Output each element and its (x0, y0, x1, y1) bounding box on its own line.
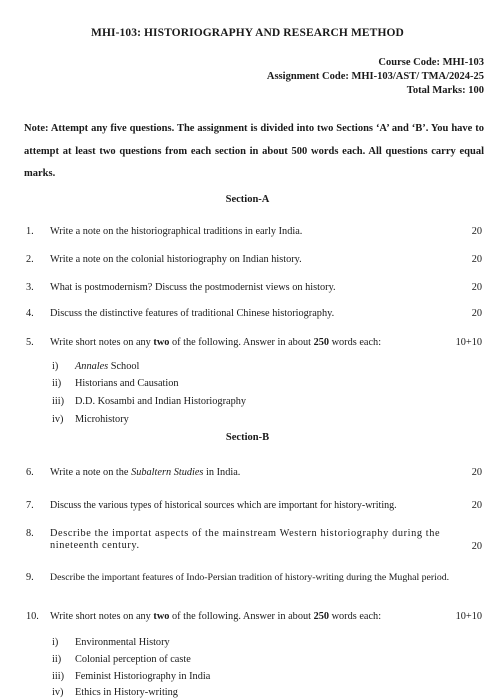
question-marks: 20 (471, 500, 482, 511)
question-number: 1. (26, 226, 34, 237)
question-number: 10. (26, 611, 39, 622)
question-number: 7. (26, 500, 34, 511)
subitem-number: ii) (52, 378, 62, 389)
question-number: 4. (26, 308, 34, 319)
question-number: 8. (26, 528, 34, 539)
course-code: Course Code: MHI-103 (378, 57, 484, 68)
subitem-number: iii) (52, 671, 65, 682)
subitem-text: Colonial perception of caste (75, 654, 191, 665)
question-text: Write a note on the colonial historiography on Indian history. (50, 254, 302, 265)
question-number: 3. (26, 282, 34, 293)
subitem-number: iii) (52, 396, 65, 407)
subitem-number: ii) (52, 654, 62, 665)
question-text: Write short notes on any two of the following. Answer in about 250 words each: (50, 611, 382, 622)
question-marks: 20 (471, 541, 482, 552)
subitem-text: Ethics in History-writing (75, 687, 178, 698)
subitem-text: D.D. Kosambi and Indian Historiography (75, 396, 247, 407)
section-b-heading: Section-B (225, 432, 270, 443)
subitem-text: Feminist Historiography in India (75, 671, 211, 682)
subitem-text: Environmental History (75, 637, 170, 648)
question-marks: 10+10 (455, 337, 482, 348)
page-title: MHI-103: HISTORIOGRAPHY AND RESEARCH METHOD (91, 27, 404, 39)
subitem-number: iv) (52, 414, 64, 425)
question-marks: 20 (471, 226, 482, 237)
instructions-note: Note: Attempt any five questions. The assignment is divided into two Sections ‘A’ and ‘B’. You have to attempt at least two questions from each section in about 500 words each. All questions carry equal marks. (24, 123, 484, 179)
subitem-text: Historians and Causation (75, 378, 179, 389)
question-number: 9. (26, 572, 34, 583)
subitem-number: i) (52, 361, 59, 372)
question-text: Write a note on the Subaltern Studies in India. (50, 467, 241, 478)
question-marks: 20 (471, 254, 482, 265)
question-text: Write short notes on any two of the following. Answer in about 250 words each: (50, 337, 382, 348)
question-text: Write a note on the historiographical traditions in early India. (50, 226, 303, 237)
question-text: Discuss the various types of historical sources which are important for history-writing. (50, 500, 397, 511)
question-marks: 10+10 (455, 611, 482, 622)
question-text: Describe the important features of Indo-Persian tradition of history-writing during the Mughal period. (50, 572, 450, 583)
subitem-text: Annales School (75, 361, 140, 372)
total-marks: Total Marks: 100 (406, 85, 484, 96)
question-text: What is postmodernism? Discuss the postmodernist views on history. (50, 282, 336, 293)
question-text: Describe the importat aspects of the mainstream Western historiography during the nineteenth century. (50, 528, 441, 551)
question-marks: 20 (471, 282, 482, 293)
question-number: 2. (26, 254, 34, 265)
section-a-heading: Section-A (225, 194, 270, 205)
subitem-number: iv) (52, 687, 64, 698)
question-number: 6. (26, 467, 34, 478)
assignment-code: Assignment Code: MHI-103/AST/ TMA/2024-25 (266, 71, 484, 82)
question-marks: 20 (471, 467, 482, 478)
subitem-number: i) (52, 637, 59, 648)
subitem-text: Microhistory (75, 414, 129, 425)
question-text: Discuss the distinctive features of traditional Chinese historiography. (50, 308, 335, 319)
question-number: 5. (26, 337, 34, 348)
question-marks: 20 (471, 308, 482, 319)
